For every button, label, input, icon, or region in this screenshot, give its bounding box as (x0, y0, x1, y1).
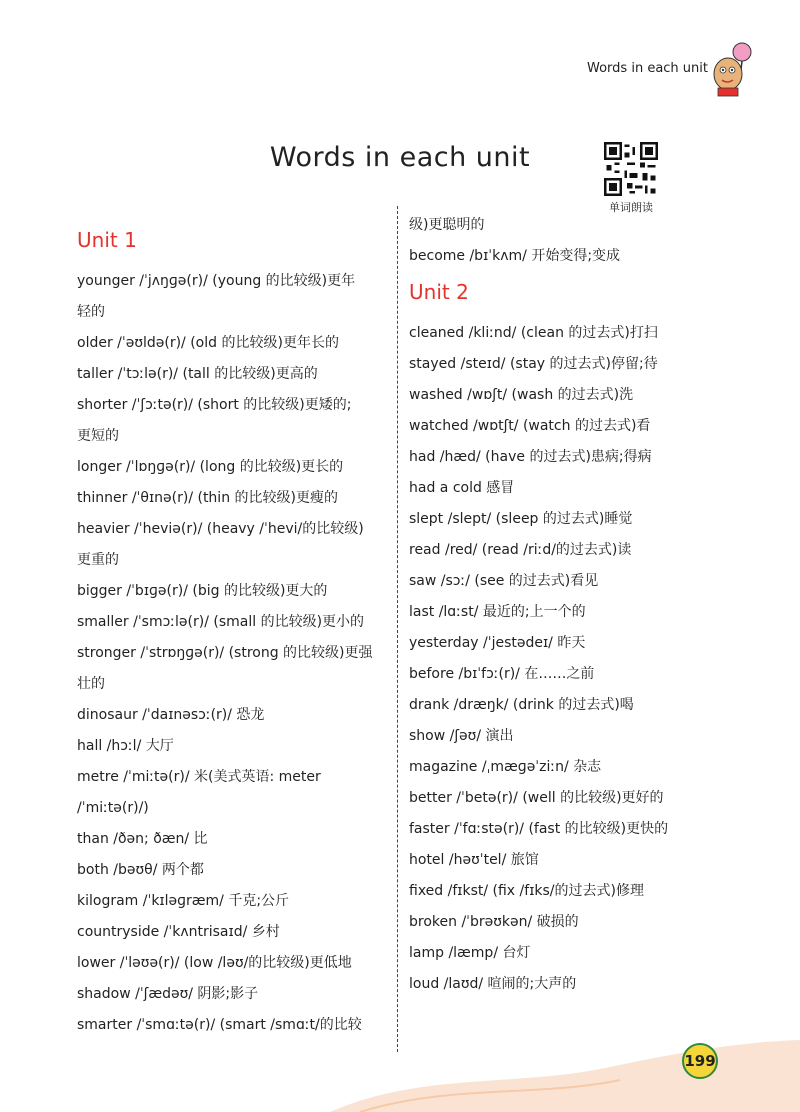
word-entry: become /bɪˈkʌm/ 开始变得;变成 (409, 248, 621, 264)
word-list (409, 318, 709, 1000)
word-entry: older /ˈəʊldə(r)/ (old 的比较级)更年长的 (77, 335, 339, 351)
word-entry: broken /ˈbrəʊkən/ 破损的 (409, 914, 579, 930)
word-entry: watched /wɒtʃt/ (watch 的过去式)看 (409, 418, 651, 434)
word-entry: slept /slept/ (sleep 的过去式)睡觉 (409, 511, 633, 527)
word-entry: loud /laʊd/ 喧闹的;大声的 (409, 976, 577, 992)
word-entry: metre /ˈmiːtə(r)/ 米(美式英语: meter (77, 769, 321, 785)
word-entry: younger /ˈjʌŋɡə(r)/ (young 的比较级)更年 (77, 273, 356, 289)
continued-word-list (409, 210, 709, 272)
word-entry: read /red/ (read /riːd/的过去式)读 (409, 542, 632, 558)
word-entry: dinosaur /ˈdaɪnəsɔː(r)/ 恐龙 (77, 707, 265, 723)
word-entry: last /lɑːst/ 最近的;上一个的 (409, 604, 586, 620)
word-entry: longer /ˈlɒŋɡə(r)/ (long 的比较级)更长的 (77, 459, 344, 475)
word-entry: countryside /ˈkʌntrisaɪd/ 乡村 (77, 924, 280, 940)
word-entry: fixed /fɪkst/ (fix /fɪks/的过去式)修理 (409, 883, 644, 899)
word-entry: heavier /ˈheviə(r)/ (heavy /ˈhevi/的比较级) (77, 521, 364, 537)
unit-2-heading: Unit 2 (409, 280, 469, 304)
running-header: Words in each unit (587, 61, 708, 76)
word-entry: taller /ˈtɔːlə(r)/ (tall 的比较级)更高的 (77, 366, 318, 382)
word-entry: shadow /ˈʃædəʊ/ 阴影;影子 (77, 986, 259, 1002)
column-divider (397, 206, 398, 1052)
word-entry: both /bəʊθ/ 两个都 (77, 862, 204, 878)
word-entry: yesterday /ˈjestədeɪ/ 昨天 (409, 635, 586, 651)
word-entry: faster /ˈfɑːstə(r)/ (fast 的比较级)更快的 (409, 821, 669, 837)
word-entry: washed /wɒʃt/ (wash 的过去式)洗 (409, 387, 634, 403)
word-entry: 级)更聪明的 (409, 217, 485, 233)
word-entry: saw /sɔː/ (see 的过去式)看见 (409, 573, 599, 589)
word-entry: bigger /ˈbɪɡə(r)/ (big 的比较级)更大的 (77, 583, 328, 599)
word-entry: show /ʃəʊ/ 演出 (409, 728, 514, 744)
word-entry: kilogram /ˈkɪləɡræm/ 千克;公斤 (77, 893, 290, 909)
word-entry: drank /dræŋk/ (drink 的过去式)喝 (409, 697, 634, 713)
page-number: 199 (682, 1043, 718, 1079)
unit-1-heading: Unit 1 (77, 228, 137, 252)
word-entry: 更短的 (77, 428, 119, 444)
word-entry: magazine /ˌmæɡəˈziːn/ 杂志 (409, 759, 602, 775)
word-entry: 轻的 (77, 304, 105, 320)
mascot-icon (704, 38, 764, 98)
word-entry: 更重的 (77, 552, 119, 568)
word-entry: /ˈmiːtə(r)/) (77, 800, 149, 816)
word-entry: stayed /steɪd/ (stay 的过去式)停留;待 (409, 356, 658, 372)
qr-code-icon[interactable] (604, 142, 658, 196)
word-entry: hotel /həʊˈtel/ 旅馆 (409, 852, 539, 868)
word-list (77, 266, 393, 1041)
word-entry: smaller /ˈsmɔːlə(r)/ (small 的比较级)更小的 (77, 614, 365, 630)
word-entry: shorter /ˈʃɔːtə(r)/ (short 的比较级)更矮的; (77, 397, 352, 413)
word-entry: had a cold 感冒 (409, 480, 515, 496)
word-entry: before /bɪˈfɔː(r)/ 在……之前 (409, 666, 595, 682)
word-entry: hall /hɔːl/ 大厅 (77, 738, 174, 754)
page-title: Words in each unit (269, 142, 531, 173)
word-entry: had /hæd/ (have 的过去式)患病;得病 (409, 449, 652, 465)
word-entry: stronger /ˈstrɒŋɡə(r)/ (strong 的比较级)更强 (77, 645, 373, 661)
word-entry: 壮的 (77, 676, 105, 692)
word-entry: lower /ˈləʊə(r)/ (low /ləʊ/的比较级)更低地 (77, 955, 352, 971)
right-column (409, 210, 709, 1000)
word-entry: cleaned /kliːnd/ (clean 的过去式)打扫 (409, 325, 658, 341)
word-entry: than /ðən; ðæn/ 比 (77, 831, 208, 847)
word-entry: thinner /ˈθɪnə(r)/ (thin 的比较级)更瘦的 (77, 490, 338, 506)
word-entry: smarter /ˈsmɑːtə(r)/ (smart /smɑːt/的比较 (77, 1017, 362, 1033)
left-column (77, 220, 393, 1041)
qr-label: 单词朗读 (609, 201, 653, 214)
word-entry: better /ˈbetə(r)/ (well 的比较级)更好的 (409, 790, 664, 806)
bottom-wave-decoration (0, 1002, 800, 1112)
word-entry: lamp /læmp/ 台灯 (409, 945, 531, 961)
